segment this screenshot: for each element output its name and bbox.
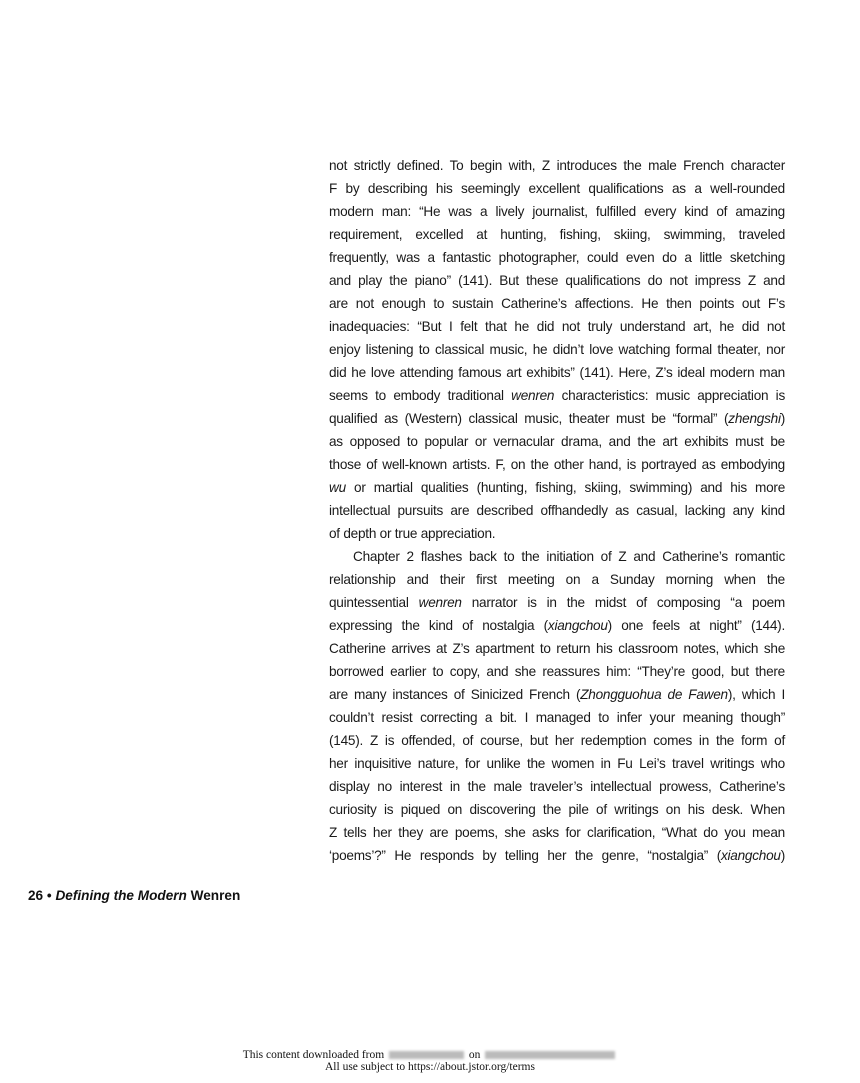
text-segment: are many instances of Sinicized French ( (329, 687, 581, 703)
text-segment: ), which I (727, 687, 785, 703)
text-line (329, 154, 785, 177)
text-segment: curiosity is piqued on discovering the pile of writings on his desk. When (329, 802, 785, 818)
text-segment: (145). Z is offended, of course, but her redemption comes in the form of (329, 733, 785, 749)
text-line (329, 614, 785, 637)
text-segment: characteristics: music appreciation is (554, 388, 785, 404)
body-text (329, 154, 785, 867)
text-segment: of depth or true appreciation. (329, 526, 496, 542)
text-segment: intellectual pursuits are described offhandedly as casual, lacking any kind (329, 503, 785, 519)
italic-term: wenren (418, 595, 462, 611)
text-segment: not strictly defined. To begin with, Z introduces the male French character (329, 158, 785, 173)
text-line (329, 844, 785, 867)
text-line (329, 545, 785, 568)
terms-line: All use subject to https://about.jstor.org/terms (325, 1061, 535, 1073)
download-line (0, 1049, 860, 1061)
text-segment: seems to embody traditional (329, 388, 512, 404)
italic-term: Zhongguohua de Fawen (580, 687, 728, 703)
text-line (329, 407, 785, 430)
text-line (329, 200, 785, 223)
separator-bullet: • (46, 888, 52, 903)
text-line (329, 706, 785, 729)
text-line (329, 269, 785, 292)
text-segment: relationship and their first meeting on a Sunday morning when the (329, 572, 785, 588)
text-segment: are not enough to sustain Catherine’s affections. He then points out F’s (329, 296, 785, 312)
italic-term: wenren (511, 388, 555, 404)
text-segment: and play the piano” (141). But these qualifications do not impress Z and (329, 273, 785, 289)
italic-term: xiangchou (720, 848, 781, 864)
text-line (329, 430, 785, 453)
text-line (329, 177, 785, 200)
book-title-roman: Wenren (190, 888, 241, 903)
download-on: on (468, 1049, 481, 1061)
text-segment: expressing the kind of nostalgia ( (329, 618, 548, 634)
text-segment: ) (780, 411, 785, 427)
text-segment: narrator is in the midst of composing “a poem (461, 595, 786, 611)
text-line (329, 315, 785, 338)
text-line (329, 384, 785, 407)
text-segment: did he love attending famous art exhibits” (141). Here, Z’s ideal modern man (329, 365, 785, 381)
text-segment: couldn’t resist correcting a bit. I managed to infer your meaning though” (329, 710, 785, 726)
text-line (329, 568, 785, 591)
italic-term: xiangchou (547, 618, 608, 634)
text-line (329, 821, 785, 844)
text-segment: those of well-known artists. F, on the other hand, is portrayed as embodying (329, 457, 785, 473)
text-segment: Chapter 2 flashes back to the initiation of Z and Catherine’s romantic (353, 549, 785, 565)
redacted-ip (389, 1051, 464, 1059)
text-segment: F by describing his seemingly excellent qualifications as a well-rounded (329, 181, 785, 197)
text-line (329, 591, 785, 614)
text-segment: modern man: “He was a lively journalist, fulfilled every kind of amazing (329, 204, 785, 220)
text-line (329, 522, 785, 545)
page-number: 26 (28, 888, 44, 903)
text-segment: Catherine arrives at Z’s apartment to return his classroom notes, which she (329, 641, 785, 657)
text-line (329, 660, 785, 683)
text-line (329, 683, 785, 706)
text-line (329, 246, 785, 269)
text-segment: ‘poems’?” He responds by telling her the genre, “nostalgia” ( (329, 848, 721, 864)
text-line (329, 361, 785, 384)
text-segment: requirement, excelled at hunting, fishing, skiing, swimming, traveled (329, 227, 785, 243)
book-title-italic: Defining the Modern (55, 888, 187, 903)
text-segment: quintessential (329, 595, 419, 611)
text-line (329, 637, 785, 660)
text-segment: inadequacies: “But I felt that he did not truly understand art, he did not (329, 319, 785, 335)
italic-term: wu (329, 480, 346, 496)
text-segment: Z tells her they are poems, she asks for clarification, “What do you mean (329, 825, 785, 841)
text-line (329, 775, 785, 798)
italic-term: zhengshi (728, 411, 781, 427)
download-prefix: This content downloaded from (242, 1049, 385, 1061)
text-line (329, 729, 785, 752)
text-line (329, 292, 785, 315)
download-note (0, 1049, 860, 1073)
text-segment: ) (780, 848, 785, 864)
text-line (329, 223, 785, 246)
text-segment: borrowed earlier to copy, and she reassures him: “They’re good, but there (329, 664, 785, 680)
text-line (329, 476, 785, 499)
text-segment: ) one feels at night” (144). (607, 618, 785, 634)
text-line (329, 453, 785, 476)
text-segment: as opposed to popular or vernacular drama, and the art exhibits must be (329, 434, 785, 450)
text-segment: enjoy listening to classical music, he didn’t love watching formal theater, nor (329, 342, 785, 358)
text-segment: frequently, was a fantastic photographer, could even do a little sketching (329, 250, 785, 266)
redacted-date (485, 1051, 615, 1059)
text-line (329, 499, 785, 522)
text-segment: qualified as (Western) classical music, theater must be “formal” ( (329, 411, 729, 427)
text-segment: or martial qualities (hunting, fishing, skiing, swimming) and his more (345, 480, 785, 496)
text-segment: her inquisitive nature, for unlike the women in Fu Lei’s travel writings who (329, 756, 785, 772)
running-footer (28, 888, 240, 903)
text-segment: display no interest in the male traveler’s intellectual prowess, Catherine’s (329, 779, 785, 795)
text-line (329, 798, 785, 821)
text-line (329, 752, 785, 775)
text-line (329, 338, 785, 361)
